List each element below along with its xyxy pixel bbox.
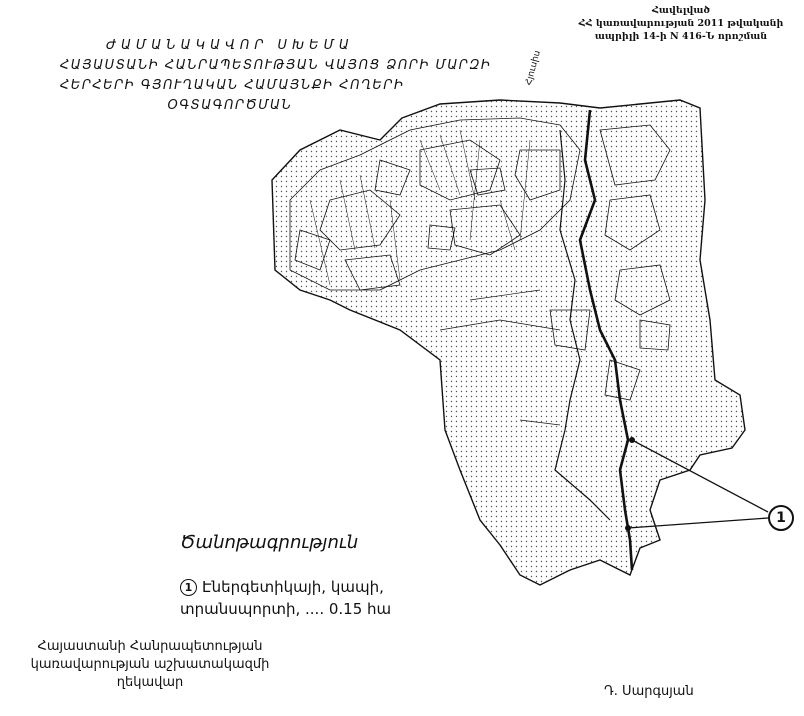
target-parcel-1 [629, 437, 635, 443]
title-line-2: ՀԱՅԱՍՏԱՆԻ ՀԱՆՐԱՊԵՏՈՒԹՅԱՆ ՎԱՅՈՑ ՁՈՐԻ ՄԱՐԶԻ [60, 58, 492, 73]
signature-left [30, 638, 270, 692]
approval-line-1: Հավելված [651, 5, 711, 16]
legend-item-number: 1 [180, 579, 197, 596]
territory-boundary [272, 100, 745, 585]
legend-item [180, 576, 440, 620]
signature-left-line-2: կառավարության աշխատակազմի [30, 657, 270, 672]
title-line-1: ԺԱՄԱՆԱԿԱՎՈՐ ՍԽԵՄԱ [106, 38, 354, 53]
target-parcel-2 [625, 525, 631, 531]
signature-left-line-3: ղեկավար [116, 675, 184, 690]
north-label: Հյուսիս [524, 49, 543, 87]
callout-marker: 1 [768, 505, 794, 531]
title-line-3: ՀԵՐՀԵՐԻ ԳՅՈՒՂԱԿԱՆ ՀԱՄԱՅՆՔԻ ՀՈՂԵՐԻ [60, 78, 405, 93]
title-line-4: ՕԳՏԱԳՈՐԾՄԱՆ [167, 98, 293, 113]
legend-heading: Ծանոթագրություն [180, 532, 359, 553]
approval-line-2: ՀՀ կառավարության 2011 թվականի [578, 18, 784, 29]
signature-name: Դ. Սարգսյան [604, 684, 694, 699]
legend-item-line-2: տրանսպորտի, .... 0.15 հա [180, 600, 392, 618]
approval-line-3: ապրիլի 14-ի N 416-Ն որոշման [594, 31, 768, 42]
signature-left-line-1: Հայաստանի Հանրապետության [37, 639, 263, 654]
legend-item-line-1: Էներգետիկայի, կապի, [202, 578, 384, 596]
